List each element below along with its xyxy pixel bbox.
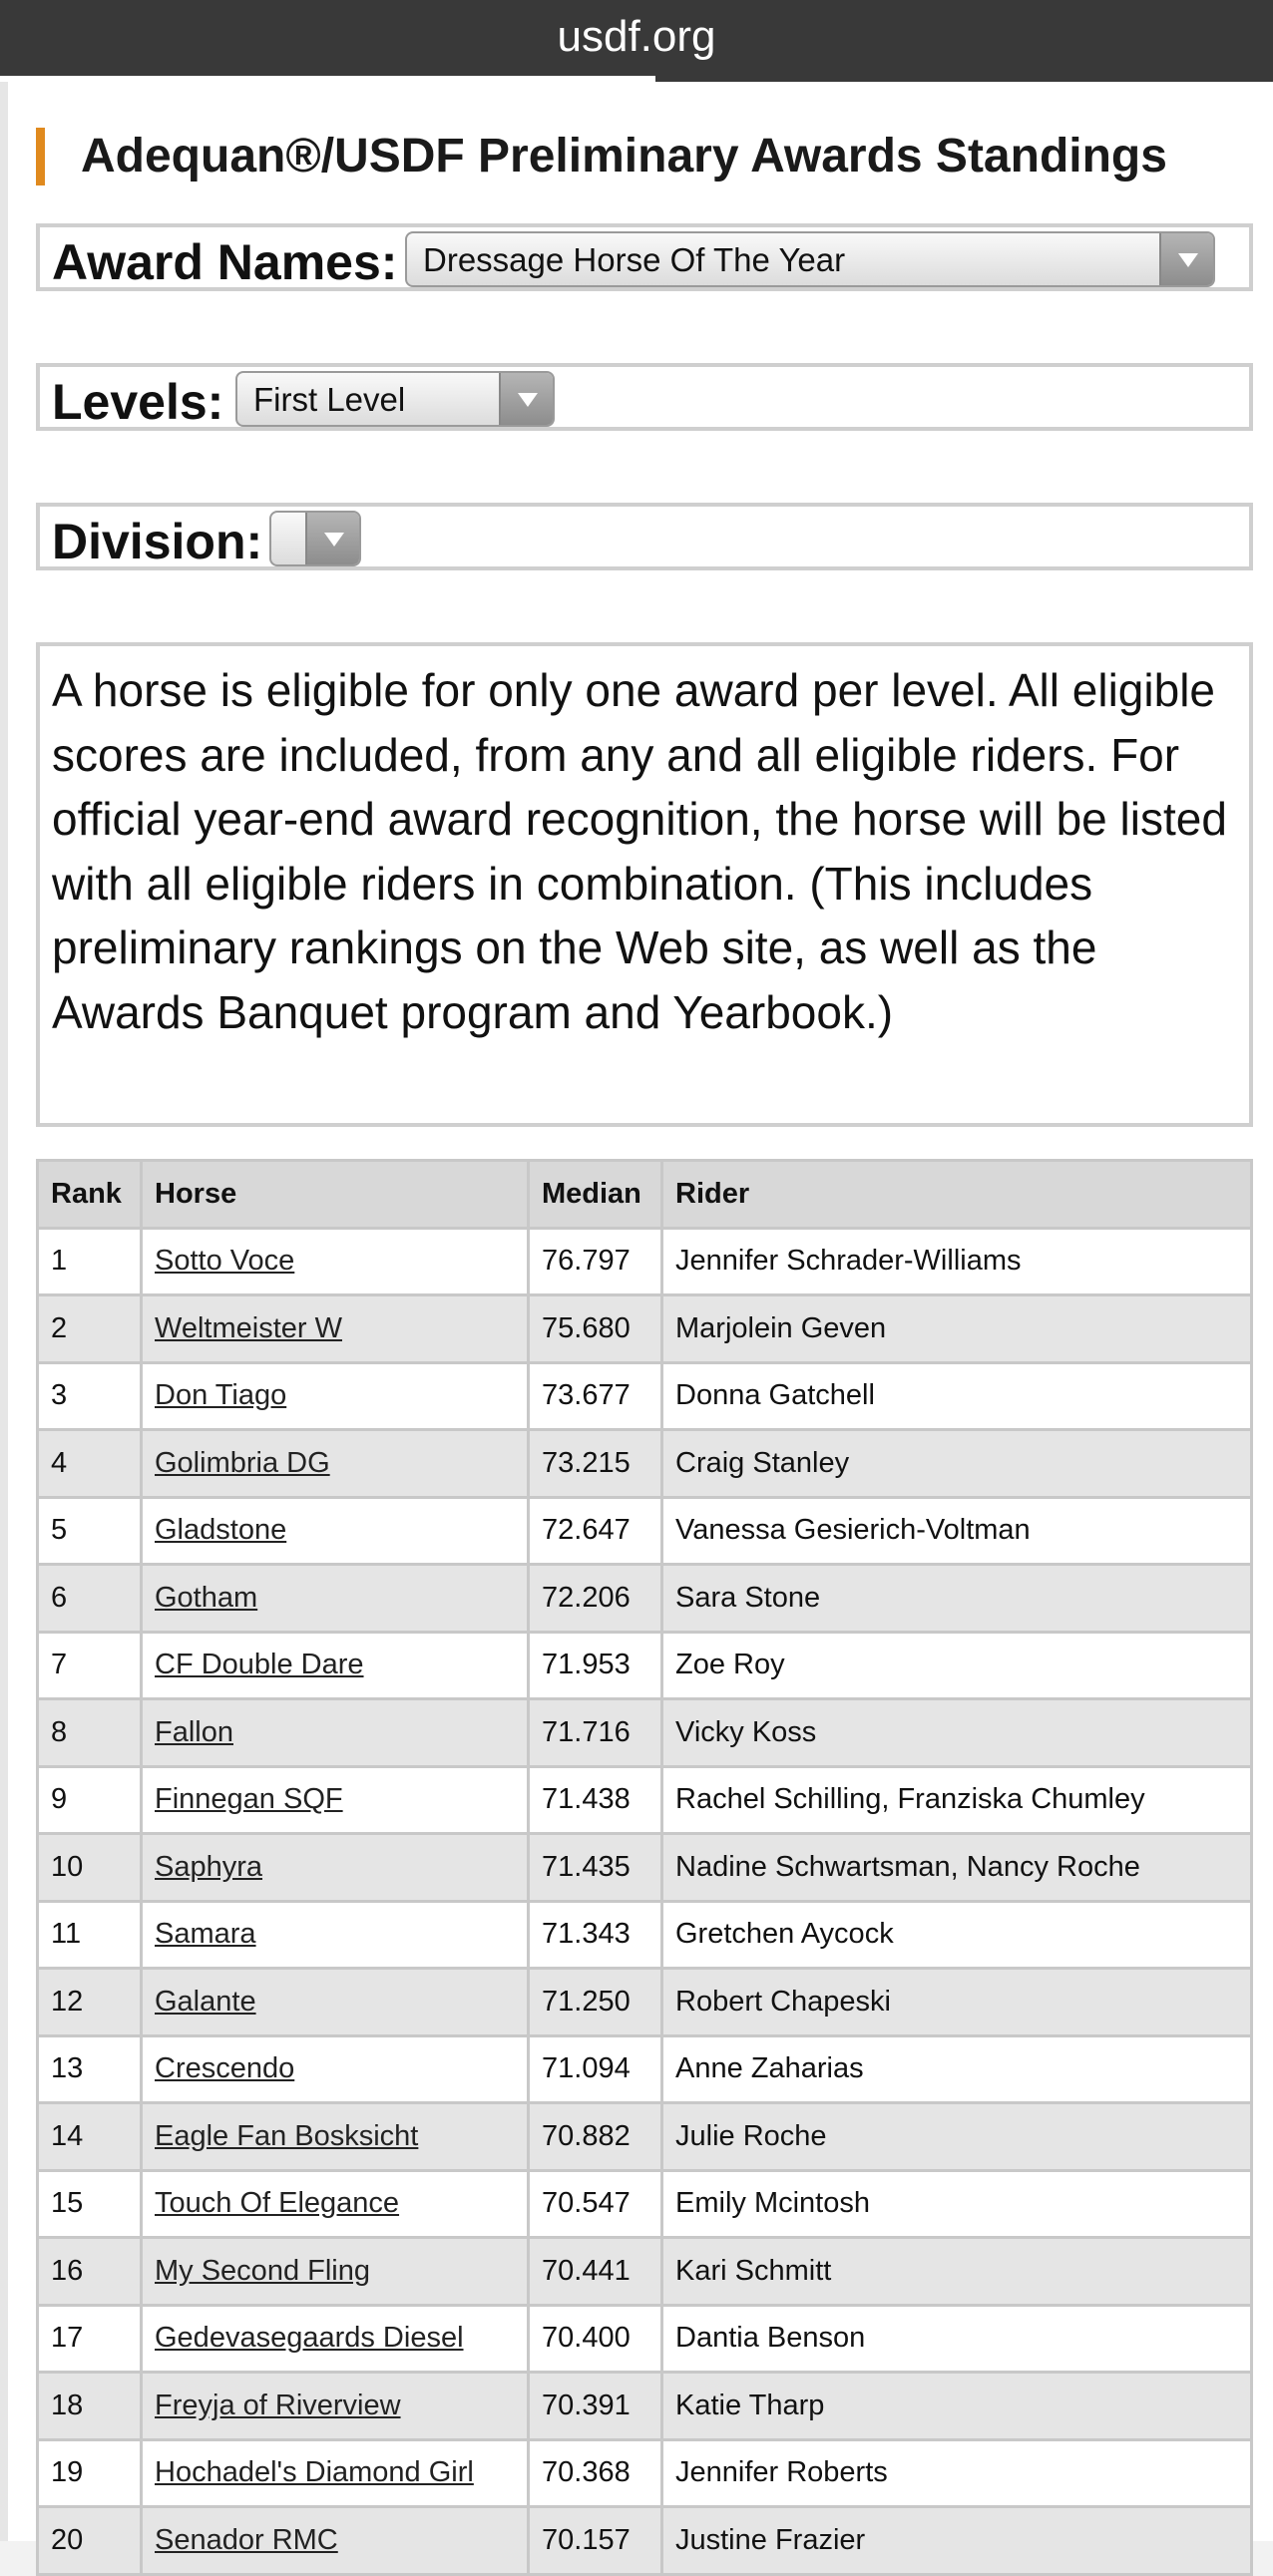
award-names-dropdown-button[interactable] xyxy=(1159,233,1213,285)
page-content xyxy=(0,82,1273,2556)
column-header-median[interactable]: Median xyxy=(529,1161,662,1229)
rider-cell: Dantia Benson xyxy=(662,2305,1252,2373)
levels-selected-value: First Level xyxy=(253,381,406,418)
horse-cell xyxy=(142,1699,529,1767)
horse-cell xyxy=(142,2373,529,2440)
column-header-rider[interactable]: Rider xyxy=(662,1161,1252,1229)
horse-link[interactable]: Hochadel's Diamond Girl xyxy=(155,2456,474,2489)
rider-cell: Rachel Schilling, Franziska Chumley xyxy=(662,1766,1252,1834)
horse-link[interactable]: Weltmeister W xyxy=(155,1311,342,1344)
rank-cell: 14 xyxy=(38,2103,142,2171)
horse-link[interactable]: Samara xyxy=(155,1918,256,1951)
horse-cell xyxy=(142,2507,529,2575)
levels-dropdown-button[interactable] xyxy=(499,373,553,425)
browser-address-bar[interactable] xyxy=(0,0,1273,82)
column-header-rank[interactable]: Rank xyxy=(38,1161,142,1229)
rank-cell: 1 xyxy=(38,1228,142,1295)
rider-cell: Kari Schmitt xyxy=(662,2238,1252,2306)
median-cell: 71.343 xyxy=(529,1901,662,1969)
horse-link[interactable]: Senador RMC xyxy=(155,2523,338,2556)
table-row xyxy=(38,1969,1252,2036)
median-cell: 70.368 xyxy=(529,2439,662,2507)
horse-link[interactable]: Crescendo xyxy=(155,2052,295,2085)
horse-cell xyxy=(142,1632,529,1699)
horse-cell xyxy=(142,1362,529,1430)
horse-link[interactable]: CF Double Dare xyxy=(155,1649,364,1681)
horse-cell xyxy=(142,2103,529,2171)
horse-link[interactable]: Golimbria DG xyxy=(155,1446,330,1479)
median-cell: 72.647 xyxy=(529,1497,662,1565)
rider-cell: Donna Gatchell xyxy=(662,1362,1252,1430)
table-row xyxy=(38,2373,1252,2440)
rider-cell: Vanessa Gesierich-Voltman xyxy=(662,1497,1252,1565)
horse-link[interactable]: Gotham xyxy=(155,1581,258,1614)
median-cell: 70.157 xyxy=(529,2507,662,2575)
table-row xyxy=(38,1295,1252,1363)
page-heading xyxy=(36,128,1167,185)
rider-cell: Jennifer Roberts xyxy=(662,2439,1252,2507)
division-select[interactable] xyxy=(269,511,361,566)
horse-link[interactable]: Don Tiago xyxy=(155,1379,287,1412)
table-row xyxy=(38,1834,1252,1902)
horse-cell xyxy=(142,2439,529,2507)
table-row xyxy=(38,2170,1252,2238)
award-names-selected-value: Dressage Horse Of The Year xyxy=(423,241,846,278)
chevron-down-icon xyxy=(518,393,538,407)
rank-cell: 16 xyxy=(38,2238,142,2306)
rider-cell: Craig Stanley xyxy=(662,1430,1252,1498)
rank-cell: 12 xyxy=(38,1969,142,2036)
rank-cell: 4 xyxy=(38,1430,142,1498)
division-dropdown-button[interactable] xyxy=(305,513,359,564)
levels-label: Levels: xyxy=(52,374,224,430)
horse-cell xyxy=(142,1497,529,1565)
rank-cell: 10 xyxy=(38,1834,142,1902)
table-row xyxy=(38,1632,1252,1699)
horse-link[interactable]: Gladstone xyxy=(155,1514,287,1547)
median-cell: 70.882 xyxy=(529,2103,662,2171)
chevron-down-icon xyxy=(324,533,344,547)
median-cell: 75.680 xyxy=(529,1295,662,1363)
rank-cell: 20 xyxy=(38,2507,142,2575)
table-row xyxy=(38,2507,1252,2575)
rider-cell: Sara Stone xyxy=(662,1565,1252,1633)
rider-cell: Julie Roche xyxy=(662,2103,1252,2171)
median-cell: 71.435 xyxy=(529,1834,662,1902)
rank-cell: 17 xyxy=(38,2305,142,2373)
horse-cell xyxy=(142,2035,529,2103)
horse-cell xyxy=(142,1969,529,2036)
table-row xyxy=(38,2305,1252,2373)
horse-cell xyxy=(142,1565,529,1633)
table-row xyxy=(38,1565,1252,1633)
rank-cell: 19 xyxy=(38,2439,142,2507)
table-row xyxy=(38,1766,1252,1834)
median-cell: 71.250 xyxy=(529,1969,662,2036)
division-label: Division: xyxy=(52,514,263,569)
rider-cell: Katie Tharp xyxy=(662,2373,1252,2440)
table-row xyxy=(38,2439,1252,2507)
table-row xyxy=(38,1497,1252,1565)
horse-link[interactable]: Finnegan SQF xyxy=(155,1783,343,1816)
median-cell: 72.206 xyxy=(529,1565,662,1633)
horse-link[interactable]: Sotto Voce xyxy=(155,1245,295,1278)
rank-cell: 6 xyxy=(38,1565,142,1633)
horse-cell xyxy=(142,2170,529,2238)
horse-link[interactable]: Fallon xyxy=(155,1715,233,1748)
horse-link[interactable]: Galante xyxy=(155,1985,256,2018)
eligibility-notice: A horse is eligible for only one award per level. All eligible scores are included, from any and all eligible riders. For official year-end award recognition, the horse will be listed with all eligible riders in combination. (This includes preliminary rankings on the Web site, as well as the Awards Banquet program and Yearbook.) xyxy=(36,642,1253,1127)
median-cell: 71.953 xyxy=(529,1632,662,1699)
horse-link[interactable]: Touch Of Elegance xyxy=(155,2187,400,2220)
median-cell: 71.094 xyxy=(529,2035,662,2103)
median-cell: 73.677 xyxy=(529,1362,662,1430)
rider-cell: Nadine Schwartsman, Nancy Roche xyxy=(662,1834,1252,1902)
horse-cell xyxy=(142,2238,529,2306)
levels-filter xyxy=(36,363,1253,431)
horse-link[interactable]: Freyja of Riverview xyxy=(155,2389,401,2421)
standings-table xyxy=(36,1159,1253,2576)
rider-cell: Anne Zaharias xyxy=(662,2035,1252,2103)
horse-cell xyxy=(142,1901,529,1969)
award-names-select[interactable] xyxy=(405,231,1215,287)
rider-cell: Marjolein Geven xyxy=(662,1295,1252,1363)
table-row xyxy=(38,1699,1252,1767)
table-row xyxy=(38,1362,1252,1430)
rank-cell: 13 xyxy=(38,2035,142,2103)
median-cell: 73.215 xyxy=(529,1430,662,1498)
table-row xyxy=(38,2035,1252,2103)
rider-cell: Justine Frazier xyxy=(662,2507,1252,2575)
rank-cell: 7 xyxy=(38,1632,142,1699)
median-cell: 70.441 xyxy=(529,2238,662,2306)
median-cell: 76.797 xyxy=(529,1228,662,1295)
table-row xyxy=(38,1430,1252,1498)
chevron-down-icon xyxy=(1178,253,1198,267)
rank-cell: 11 xyxy=(38,1901,142,1969)
rank-cell: 2 xyxy=(38,1295,142,1363)
median-cell: 70.547 xyxy=(529,2170,662,2238)
horse-cell xyxy=(142,1228,529,1295)
rank-cell: 15 xyxy=(38,2170,142,2238)
horse-link[interactable]: My Second Fling xyxy=(155,2254,370,2287)
horse-cell xyxy=(142,1295,529,1363)
rider-cell: Vicky Koss xyxy=(662,1699,1252,1767)
levels-select[interactable] xyxy=(235,371,555,427)
horse-cell xyxy=(142,2305,529,2373)
rider-cell: Zoe Roy xyxy=(662,1632,1252,1699)
horse-cell xyxy=(142,1430,529,1498)
rank-cell: 9 xyxy=(38,1766,142,1834)
median-cell: 71.438 xyxy=(529,1766,662,1834)
horse-cell xyxy=(142,1766,529,1834)
horse-link[interactable]: Saphyra xyxy=(155,1850,263,1883)
rider-cell: Robert Chapeski xyxy=(662,1969,1252,2036)
horse-link[interactable]: Gedevasegaards Diesel xyxy=(155,2322,464,2355)
table-row xyxy=(38,2103,1252,2171)
column-header-horse[interactable]: Horse xyxy=(142,1161,529,1229)
median-cell: 71.716 xyxy=(529,1699,662,1767)
rider-cell: Emily Mcintosh xyxy=(662,2170,1252,2238)
rider-cell: Jennifer Schrader-Williams xyxy=(662,1228,1252,1295)
rider-cell: Gretchen Aycock xyxy=(662,1901,1252,1969)
url-domain[interactable]: usdf.org xyxy=(557,12,716,61)
table-row xyxy=(38,1228,1252,1295)
award-names-label: Award Names: xyxy=(52,234,398,290)
rank-cell: 5 xyxy=(38,1497,142,1565)
page-title: Adequan®/USDF Preliminary Awards Standings xyxy=(81,130,1167,183)
horse-cell xyxy=(142,1834,529,1902)
table-row xyxy=(38,1901,1252,1969)
rank-cell: 18 xyxy=(38,2373,142,2440)
median-cell: 70.400 xyxy=(529,2305,662,2373)
table-row xyxy=(38,2238,1252,2306)
division-filter xyxy=(36,503,1253,570)
table-header-row xyxy=(38,1161,1252,1229)
rank-cell: 8 xyxy=(38,1699,142,1767)
award-names-filter xyxy=(36,223,1253,291)
rank-cell: 3 xyxy=(38,1362,142,1430)
horse-link[interactable]: Eagle Fan Bosksicht xyxy=(155,2119,419,2152)
median-cell: 70.391 xyxy=(529,2373,662,2440)
